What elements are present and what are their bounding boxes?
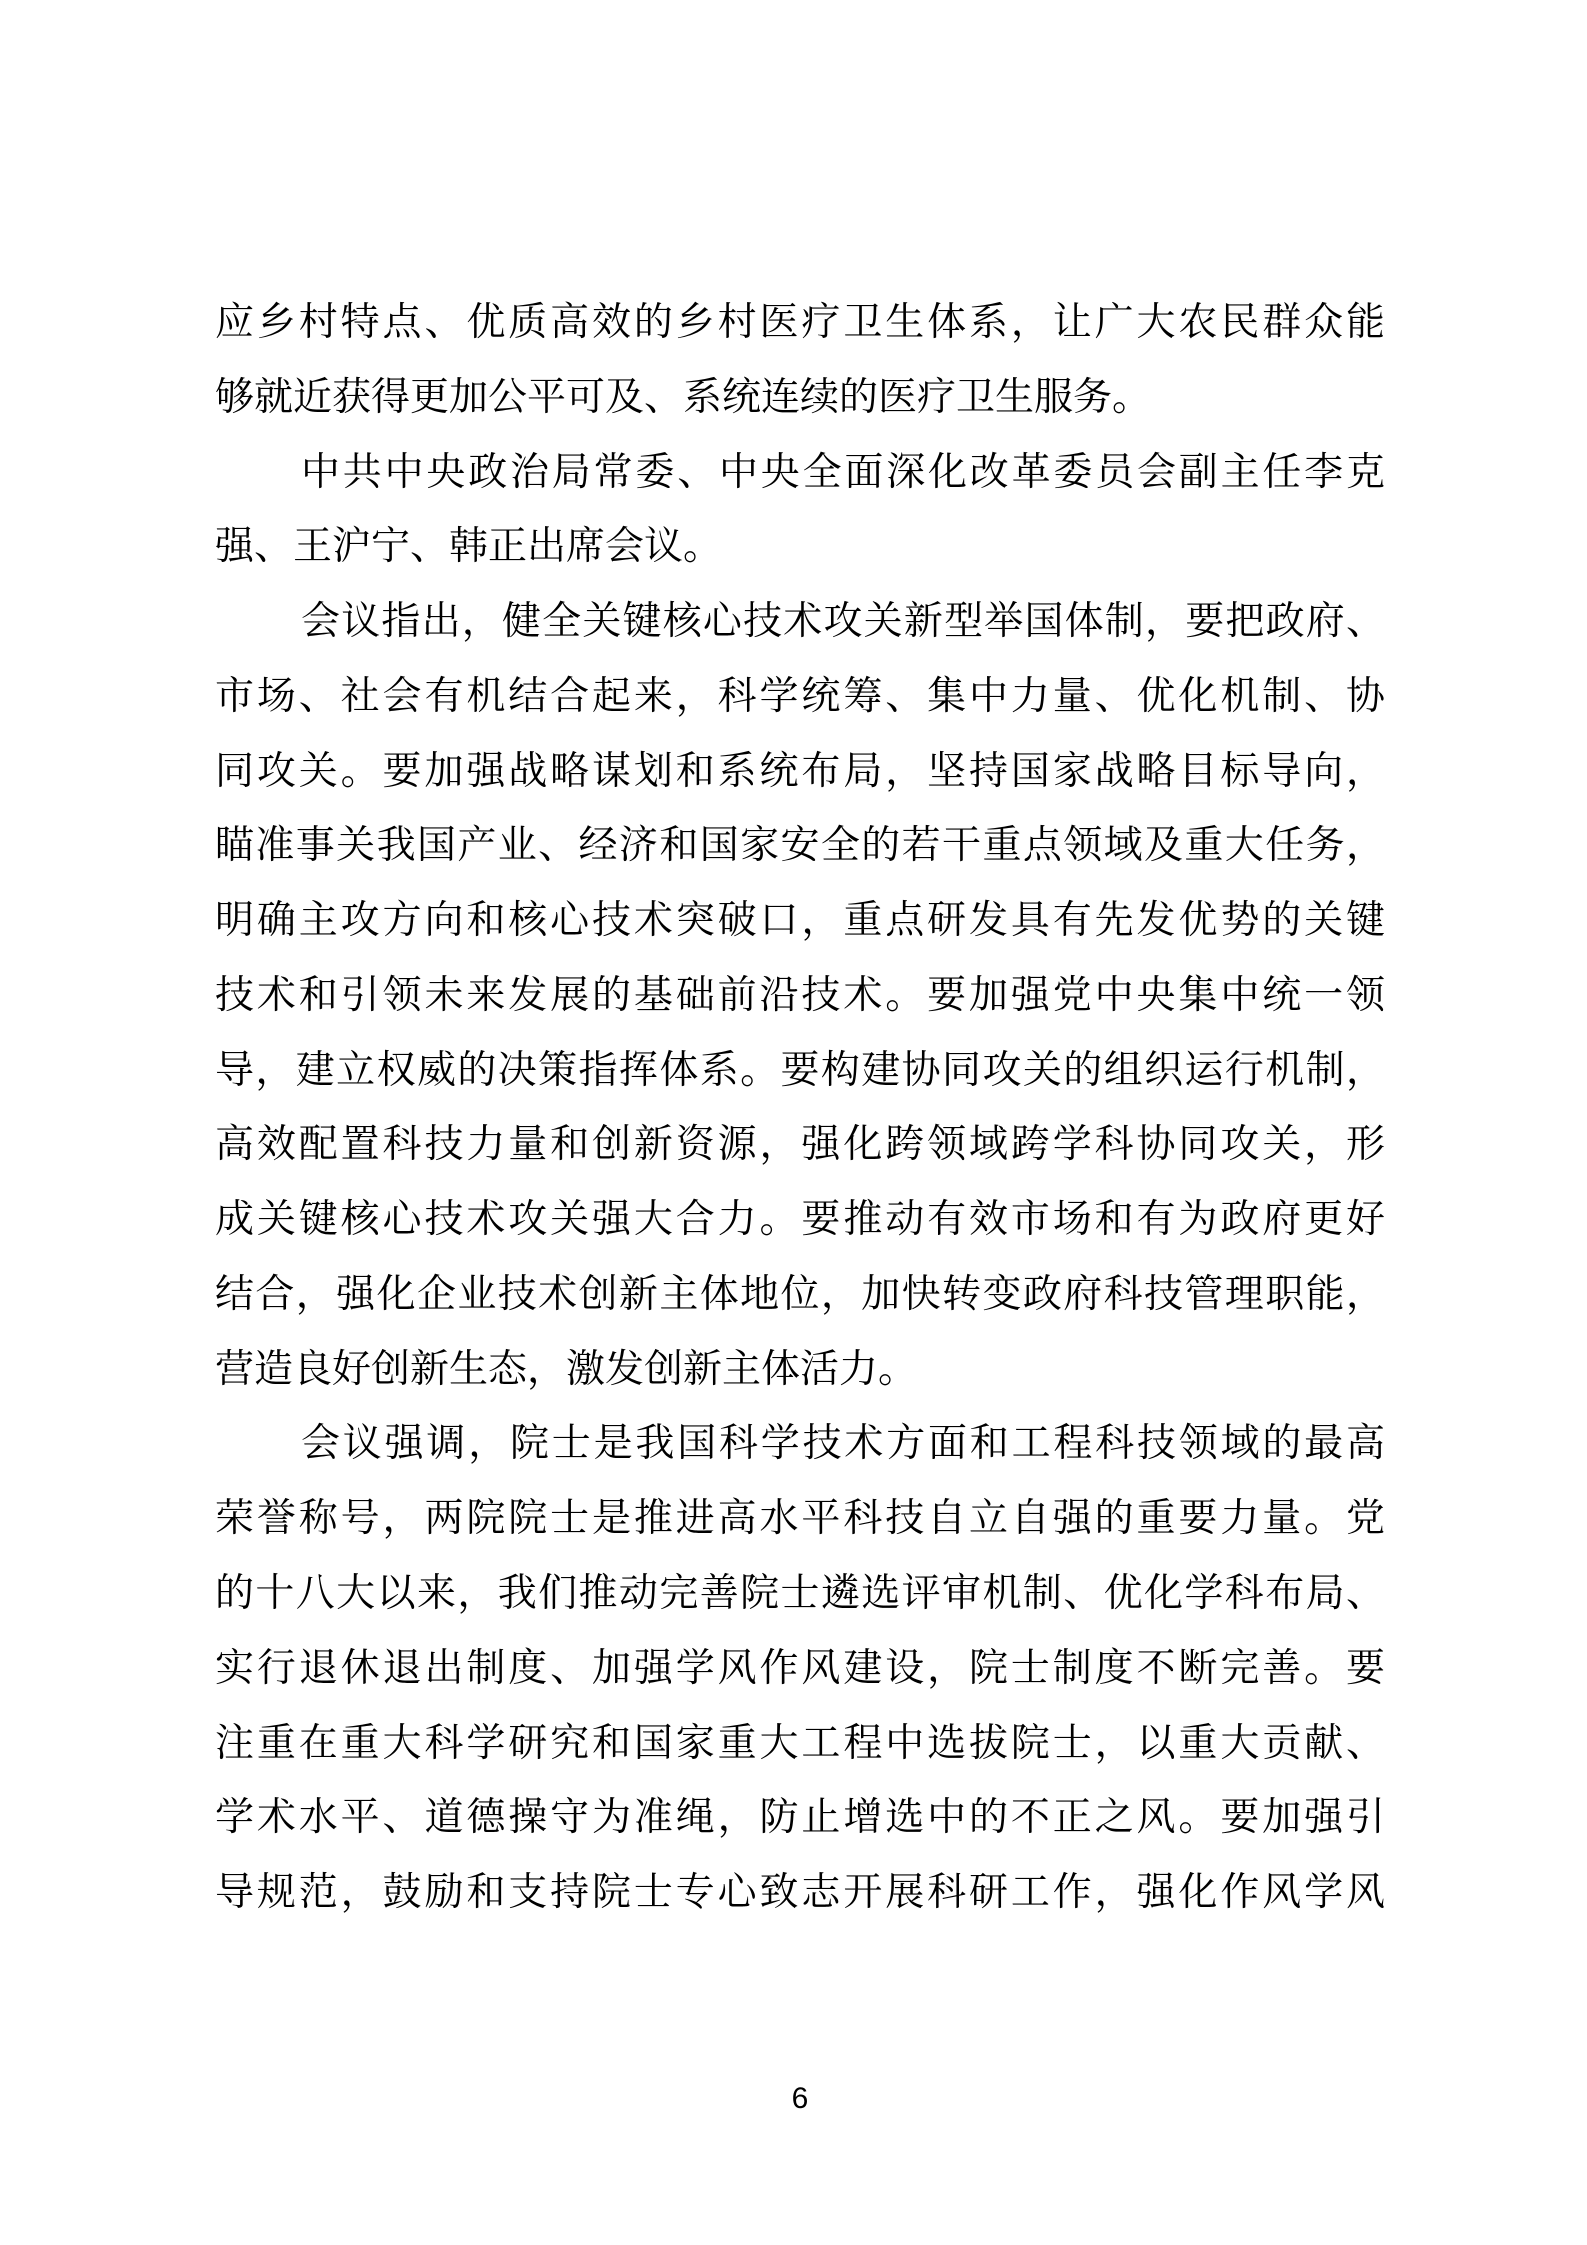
text-line: 注重在重大科学研究和国家重大工程中选拔院士，以重大贡献、 (215, 1721, 1385, 1765)
text-line: 市场、社会有机结合起来，科学统筹、集中力量、优化机制、协 (215, 674, 1385, 718)
text-line: 学术水平、道德操守为准绳，防止增选中的不正之风。要加强引 (215, 1796, 1385, 1840)
text-line: 实行退休退出制度、加强学风作风建设，院士制度不断完善。要 (215, 1646, 1385, 1690)
text-line: 技术和引领未来发展的基础前沿技术。要加强党中央集中统一领 (215, 973, 1385, 1017)
page-number: 6 (791, 2082, 809, 2115)
text-line: 会议强调，院士是我国科学技术方面和工程科技领域的最高 (301, 1422, 1385, 1466)
text-line: 强、王沪宁、韩正出席会议。 (215, 525, 723, 569)
document-body (215, 286, 1385, 1931)
text-line: 导规范，鼓励和支持院士专心致志开展科研工作，强化作风学风 (215, 1871, 1385, 1915)
text-line: 够就近获得更加公平可及、系统连续的医疗卫生服务。 (215, 375, 1152, 419)
text-line: 营造良好创新生态，激发创新主体活力。 (215, 1347, 918, 1391)
text-line: 会议指出，健全关键核心技术攻关新型举国体制，要把政府、 (301, 600, 1385, 644)
text-line: 结合，强化企业技术创新主体地位，加快转变政府科技管理职能， (215, 1272, 1385, 1316)
text-line: 瞄准事关我国产业、经济和国家安全的若干重点领域及重大任务， (215, 824, 1385, 868)
text-line: 荣誉称号，两院院士是推进高水平科技自立自强的重要力量。党 (215, 1497, 1385, 1541)
text-line: 应乡村特点、优质高效的乡村医疗卫生体系，让广大农民群众能 (215, 301, 1385, 344)
text-line: 的十八大以来，我们推动完善院士遴选评审机制、优化学科布局、 (215, 1572, 1385, 1616)
text-line: 高效配置科技力量和创新资源，强化跨领域跨学科协同攻关，形 (215, 1123, 1385, 1167)
page-footer (215, 2081, 1385, 2117)
text-line: 明确主攻方向和核心技术突破口，重点研发具有先发优势的关键 (215, 899, 1385, 943)
text-line: 成关键核心技术攻关强大合力。要推动有效市场和有为政府更好 (215, 1198, 1385, 1242)
text-line: 中共中央政治局常委、中央全面深化改革委员会副主任李克 (301, 450, 1385, 494)
text-line: 同攻关。要加强战略谋划和系统布局，坚持国家战略目标导向， (215, 749, 1385, 793)
text-line: 导，建立权威的决策指挥体系。要构建协同攻关的组织运行机制， (215, 1048, 1385, 1092)
